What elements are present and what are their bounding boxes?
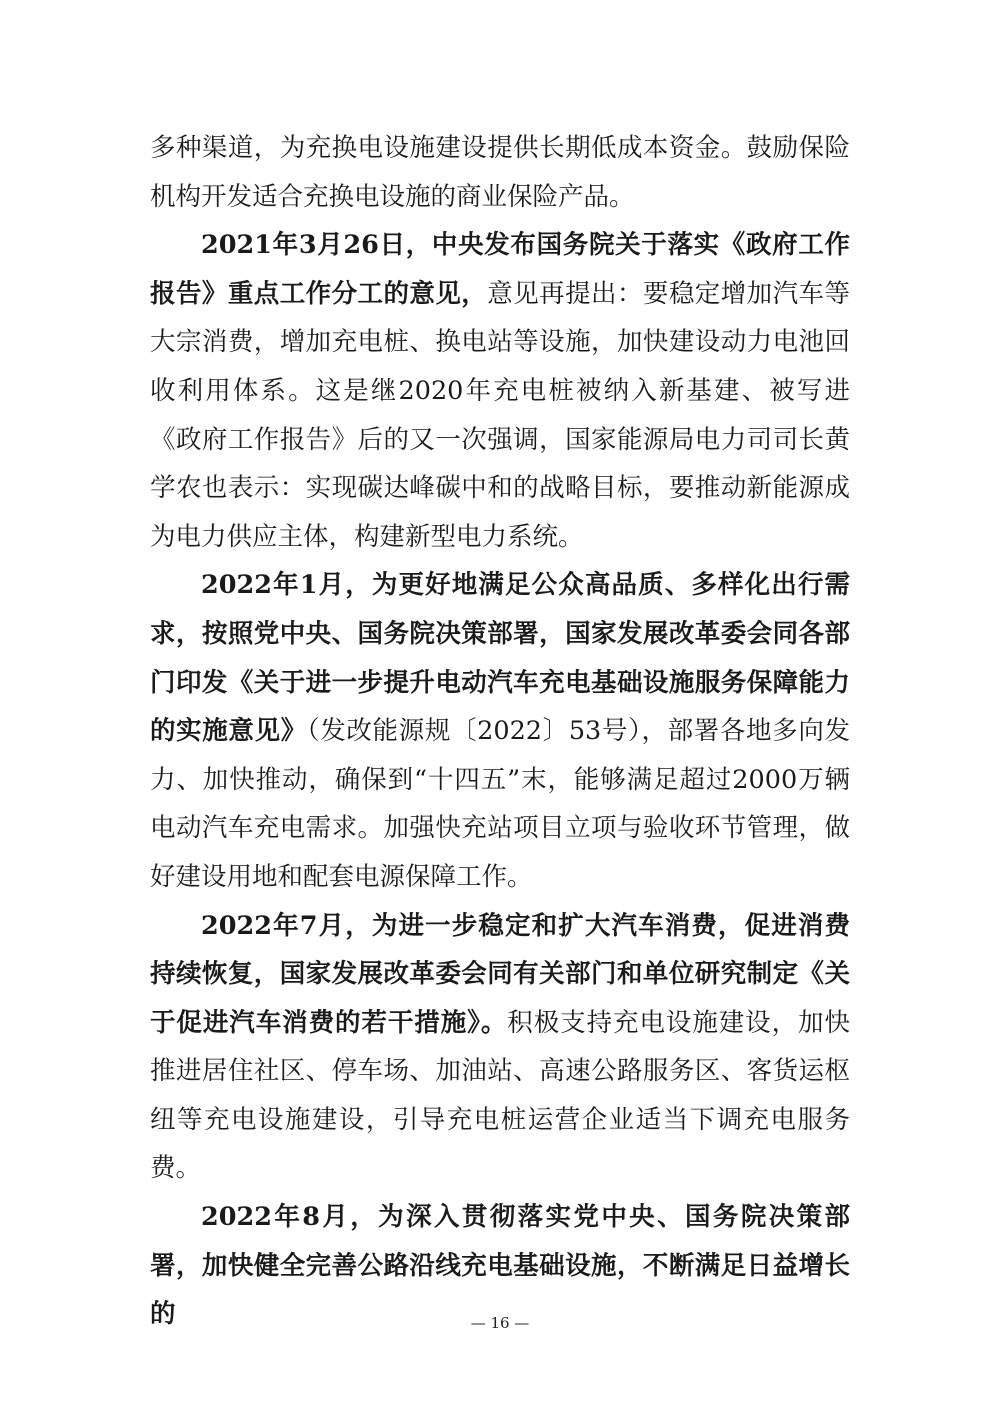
paragraph-3-bold: 2022年1月，为更好地满足公众高品质、多样化出行需求，按照党中央、国务院决策部署，国家发展改革委会同各部门印发《关于进一步提升电动汽车充电基础设施服务保障能力的实施意见》 bbox=[150, 570, 850, 747]
paragraph-3 bbox=[150, 561, 850, 901]
paragraph-2-bold: 2021年3月26日，中央发布国务院关于落实《政府工作报告》重点工作分工的意见， bbox=[150, 230, 850, 309]
paragraph-4 bbox=[150, 902, 850, 1194]
paragraph-4-text: 积极支持充电设施建设，加快推进居住社区、停车场、加油站、高速公路服务区、客货运枢纽等充电设施建设，引导充电桩运营企业适当下调充电服务费。 bbox=[150, 1007, 850, 1184]
paragraph-2 bbox=[150, 221, 850, 561]
body-text bbox=[150, 124, 850, 1339]
paragraph-5-bold: 2022年8月，为深入贯彻落实党中央、国务院决策部署，加快健全完善公路沿线充电基础设施，不断满足日益增长的 bbox=[150, 1202, 850, 1330]
paragraph-4-bold: 2022年7月，为进一步稳定和扩大汽车消费，促进消费持续恢复，国家发展改革委会同有关部门和单位研究制定《关于促进汽车消费的若干措施》。 bbox=[150, 910, 850, 1038]
paragraph-3-text: （发改能源规〔2022〕53号），部署各地多向发力、加快推动，确保到“十四五”末，能够满足超过2000万辆电动汽车充电需求。加强快充站项目立项与验收环节管理，做好建设用地和配套电源保障工作。 bbox=[150, 716, 850, 892]
page-number: — 16 — bbox=[470, 1314, 530, 1332]
paragraph-1-text: 多种渠道，为充换电设施建设提供长期低成本资金。鼓励保险机构开发适合充换电设施的商业保险产品。 bbox=[150, 133, 850, 212]
paragraph-2-text: 意见再提出：要稳定增加汽车等大宗消费，增加充电桩、换电站等设施，加快建设动力电池回收利用体系。这是继2020年充电桩被纳入新基建、被写进《政府工作报告》后的又一次强调，国家能源局电力司司长黄学农也表示：实现碳达峰碳中和的战略目标，要推动新能源成为电力供应主体，构建新型电力系统。 bbox=[150, 278, 850, 552]
paragraph-1 bbox=[150, 124, 850, 221]
